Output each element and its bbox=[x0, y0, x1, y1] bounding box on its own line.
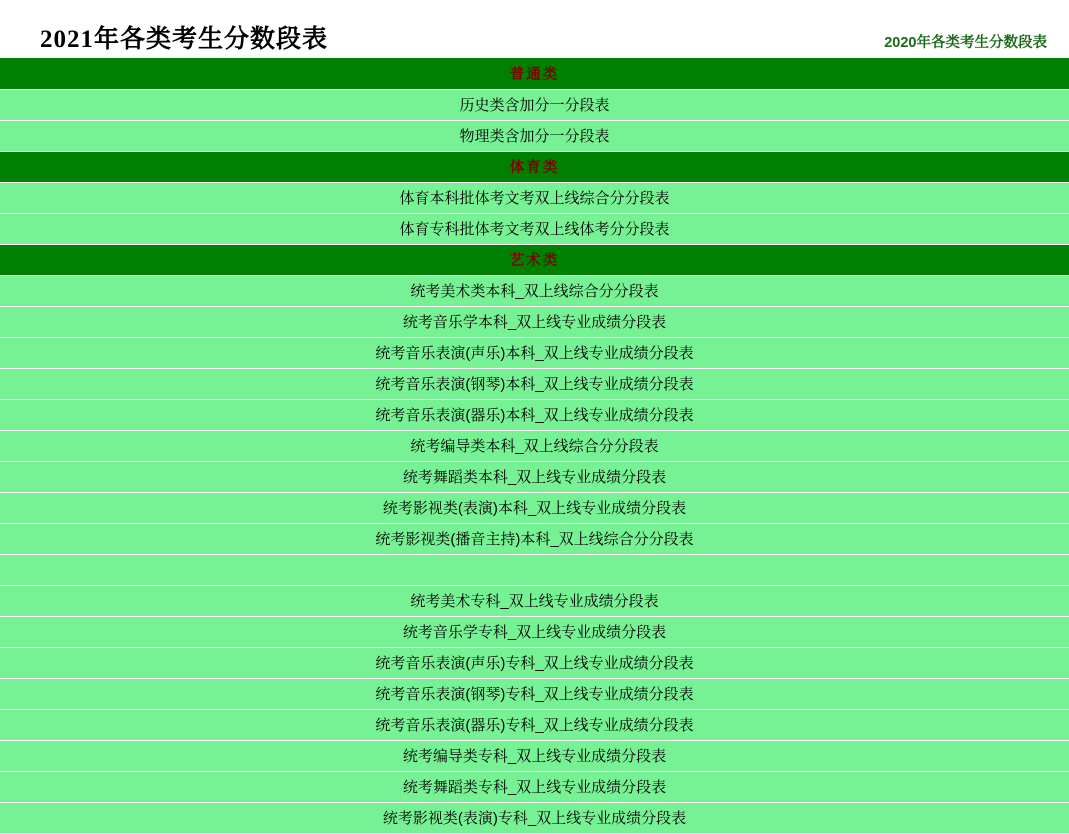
table-row[interactable] bbox=[0, 647, 1069, 678]
table-section-header bbox=[0, 58, 1069, 89]
table-section-header bbox=[0, 151, 1069, 182]
table-row[interactable] bbox=[0, 709, 1069, 740]
table-row[interactable] bbox=[0, 616, 1069, 647]
segment-table-link[interactable] bbox=[0, 585, 1069, 616]
segment-table-link-label[interactable]: 统考编导类专科_双上线专业成绩分段表 bbox=[402, 748, 667, 765]
segment-table-link[interactable] bbox=[0, 306, 1069, 337]
segment-table-link-label[interactable]: 统考影视类(播音主持)本科_双上线综合分分段表 bbox=[375, 531, 694, 548]
table-row[interactable] bbox=[0, 492, 1069, 523]
segment-table-link-label[interactable]: 统考音乐学专科_双上线专业成绩分段表 bbox=[402, 624, 667, 641]
segment-table-link-label[interactable]: 统考美术专科_双上线专业成绩分段表 bbox=[410, 593, 659, 610]
segment-table-link-label[interactable]: 统考音乐表演(器乐)专科_双上线专业成绩分段表 bbox=[375, 717, 694, 734]
segment-table-link[interactable] bbox=[0, 802, 1069, 833]
segment-table-link[interactable] bbox=[0, 492, 1069, 523]
table-row[interactable] bbox=[0, 368, 1069, 399]
table-row[interactable] bbox=[0, 306, 1069, 337]
segment-table-link[interactable] bbox=[0, 616, 1069, 647]
segment-table-link-label[interactable]: 历史类含加分一分段表 bbox=[459, 97, 610, 114]
table-row[interactable] bbox=[0, 740, 1069, 771]
segment-table-link[interactable] bbox=[0, 771, 1069, 802]
table-row[interactable] bbox=[0, 523, 1069, 554]
table-row[interactable] bbox=[0, 461, 1069, 492]
segment-table-link[interactable] bbox=[0, 430, 1069, 461]
segment-table-link-label[interactable]: 统考影视类(表演)专科_双上线专业成绩分段表 bbox=[382, 810, 687, 827]
section-header-label: 普通类 bbox=[509, 66, 560, 83]
table-row[interactable] bbox=[0, 120, 1069, 151]
segment-table-link-label[interactable]: 统考舞蹈类本科_双上线专业成绩分段表 bbox=[402, 469, 667, 486]
segment-table-link[interactable] bbox=[0, 647, 1069, 678]
segment-table-link-label[interactable]: 统考音乐表演(声乐)专科_双上线专业成绩分段表 bbox=[375, 655, 694, 672]
score-segment-table bbox=[0, 58, 1069, 834]
segment-table-link-label[interactable]: 统考音乐表演(钢琴)专科_双上线专业成绩分段表 bbox=[375, 686, 694, 703]
segment-table-link-label[interactable]: 统考音乐表演(声乐)本科_双上线专业成绩分段表 bbox=[375, 345, 694, 362]
section-header-label: 体育类 bbox=[509, 160, 560, 176]
segment-table-link[interactable] bbox=[0, 182, 1069, 213]
segment-table-link[interactable] bbox=[0, 461, 1069, 492]
table-row[interactable] bbox=[0, 182, 1069, 213]
page-title: 2021年各类考生分数段表 bbox=[40, 26, 329, 53]
segment-table-link-label[interactable]: 体育本科批体考文考双上线综合分分段表 bbox=[399, 190, 670, 207]
segment-table-link-label[interactable]: 统考音乐表演(器乐)本科_双上线专业成绩分段表 bbox=[375, 407, 694, 424]
table-row[interactable] bbox=[0, 678, 1069, 709]
segment-table-link[interactable] bbox=[0, 120, 1069, 151]
segment-table-link[interactable] bbox=[0, 523, 1069, 554]
table-row[interactable] bbox=[0, 337, 1069, 368]
table-section-header bbox=[0, 244, 1069, 275]
segment-table-link[interactable] bbox=[0, 337, 1069, 368]
table-body bbox=[0, 58, 1069, 833]
segment-table-link[interactable] bbox=[0, 740, 1069, 771]
segment-table-link[interactable] bbox=[0, 678, 1069, 709]
table-row[interactable] bbox=[0, 213, 1069, 244]
segment-table-link-label[interactable]: 统考编导类本科_双上线综合分分段表 bbox=[410, 438, 659, 455]
segment-table-link[interactable] bbox=[0, 399, 1069, 430]
segment-table-link-label[interactable]: 统考音乐学本科_双上线专业成绩分段表 bbox=[402, 314, 667, 331]
segment-table-link[interactable] bbox=[0, 213, 1069, 244]
segment-table-link-label[interactable]: 统考音乐表演(钢琴)本科_双上线专业成绩分段表 bbox=[375, 376, 694, 393]
table-row[interactable] bbox=[0, 771, 1069, 802]
segment-table-link-label[interactable]: 统考舞蹈类专科_双上线专业成绩分段表 bbox=[402, 779, 667, 796]
segment-table-link[interactable] bbox=[0, 89, 1069, 120]
table-row[interactable] bbox=[0, 802, 1069, 833]
table-spacer-row bbox=[0, 554, 1069, 585]
table-row[interactable] bbox=[0, 399, 1069, 430]
table-row[interactable] bbox=[0, 585, 1069, 616]
section-header-label: 艺术类 bbox=[509, 253, 560, 269]
segment-table-link[interactable] bbox=[0, 275, 1069, 306]
table-row[interactable] bbox=[0, 89, 1069, 120]
table-row[interactable] bbox=[0, 275, 1069, 306]
segment-table-link-label[interactable]: 统考美术类本科_双上线综合分分段表 bbox=[410, 283, 659, 300]
spacer-cell bbox=[0, 554, 1069, 585]
table-row[interactable] bbox=[0, 430, 1069, 461]
segment-table-link-label[interactable]: 统考影视类(表演)本科_双上线专业成绩分段表 bbox=[382, 500, 687, 517]
segment-table-link-label[interactable]: 物理类含加分一分段表 bbox=[459, 128, 610, 145]
segment-table-link[interactable] bbox=[0, 709, 1069, 740]
page-header bbox=[0, 0, 1069, 58]
previous-year-link[interactable]: 2020年各类考生分数段表 bbox=[884, 34, 1047, 51]
segment-table-link[interactable] bbox=[0, 368, 1069, 399]
segment-table-link-label[interactable]: 体育专科批体考文考双上线体考分分段表 bbox=[399, 221, 670, 238]
